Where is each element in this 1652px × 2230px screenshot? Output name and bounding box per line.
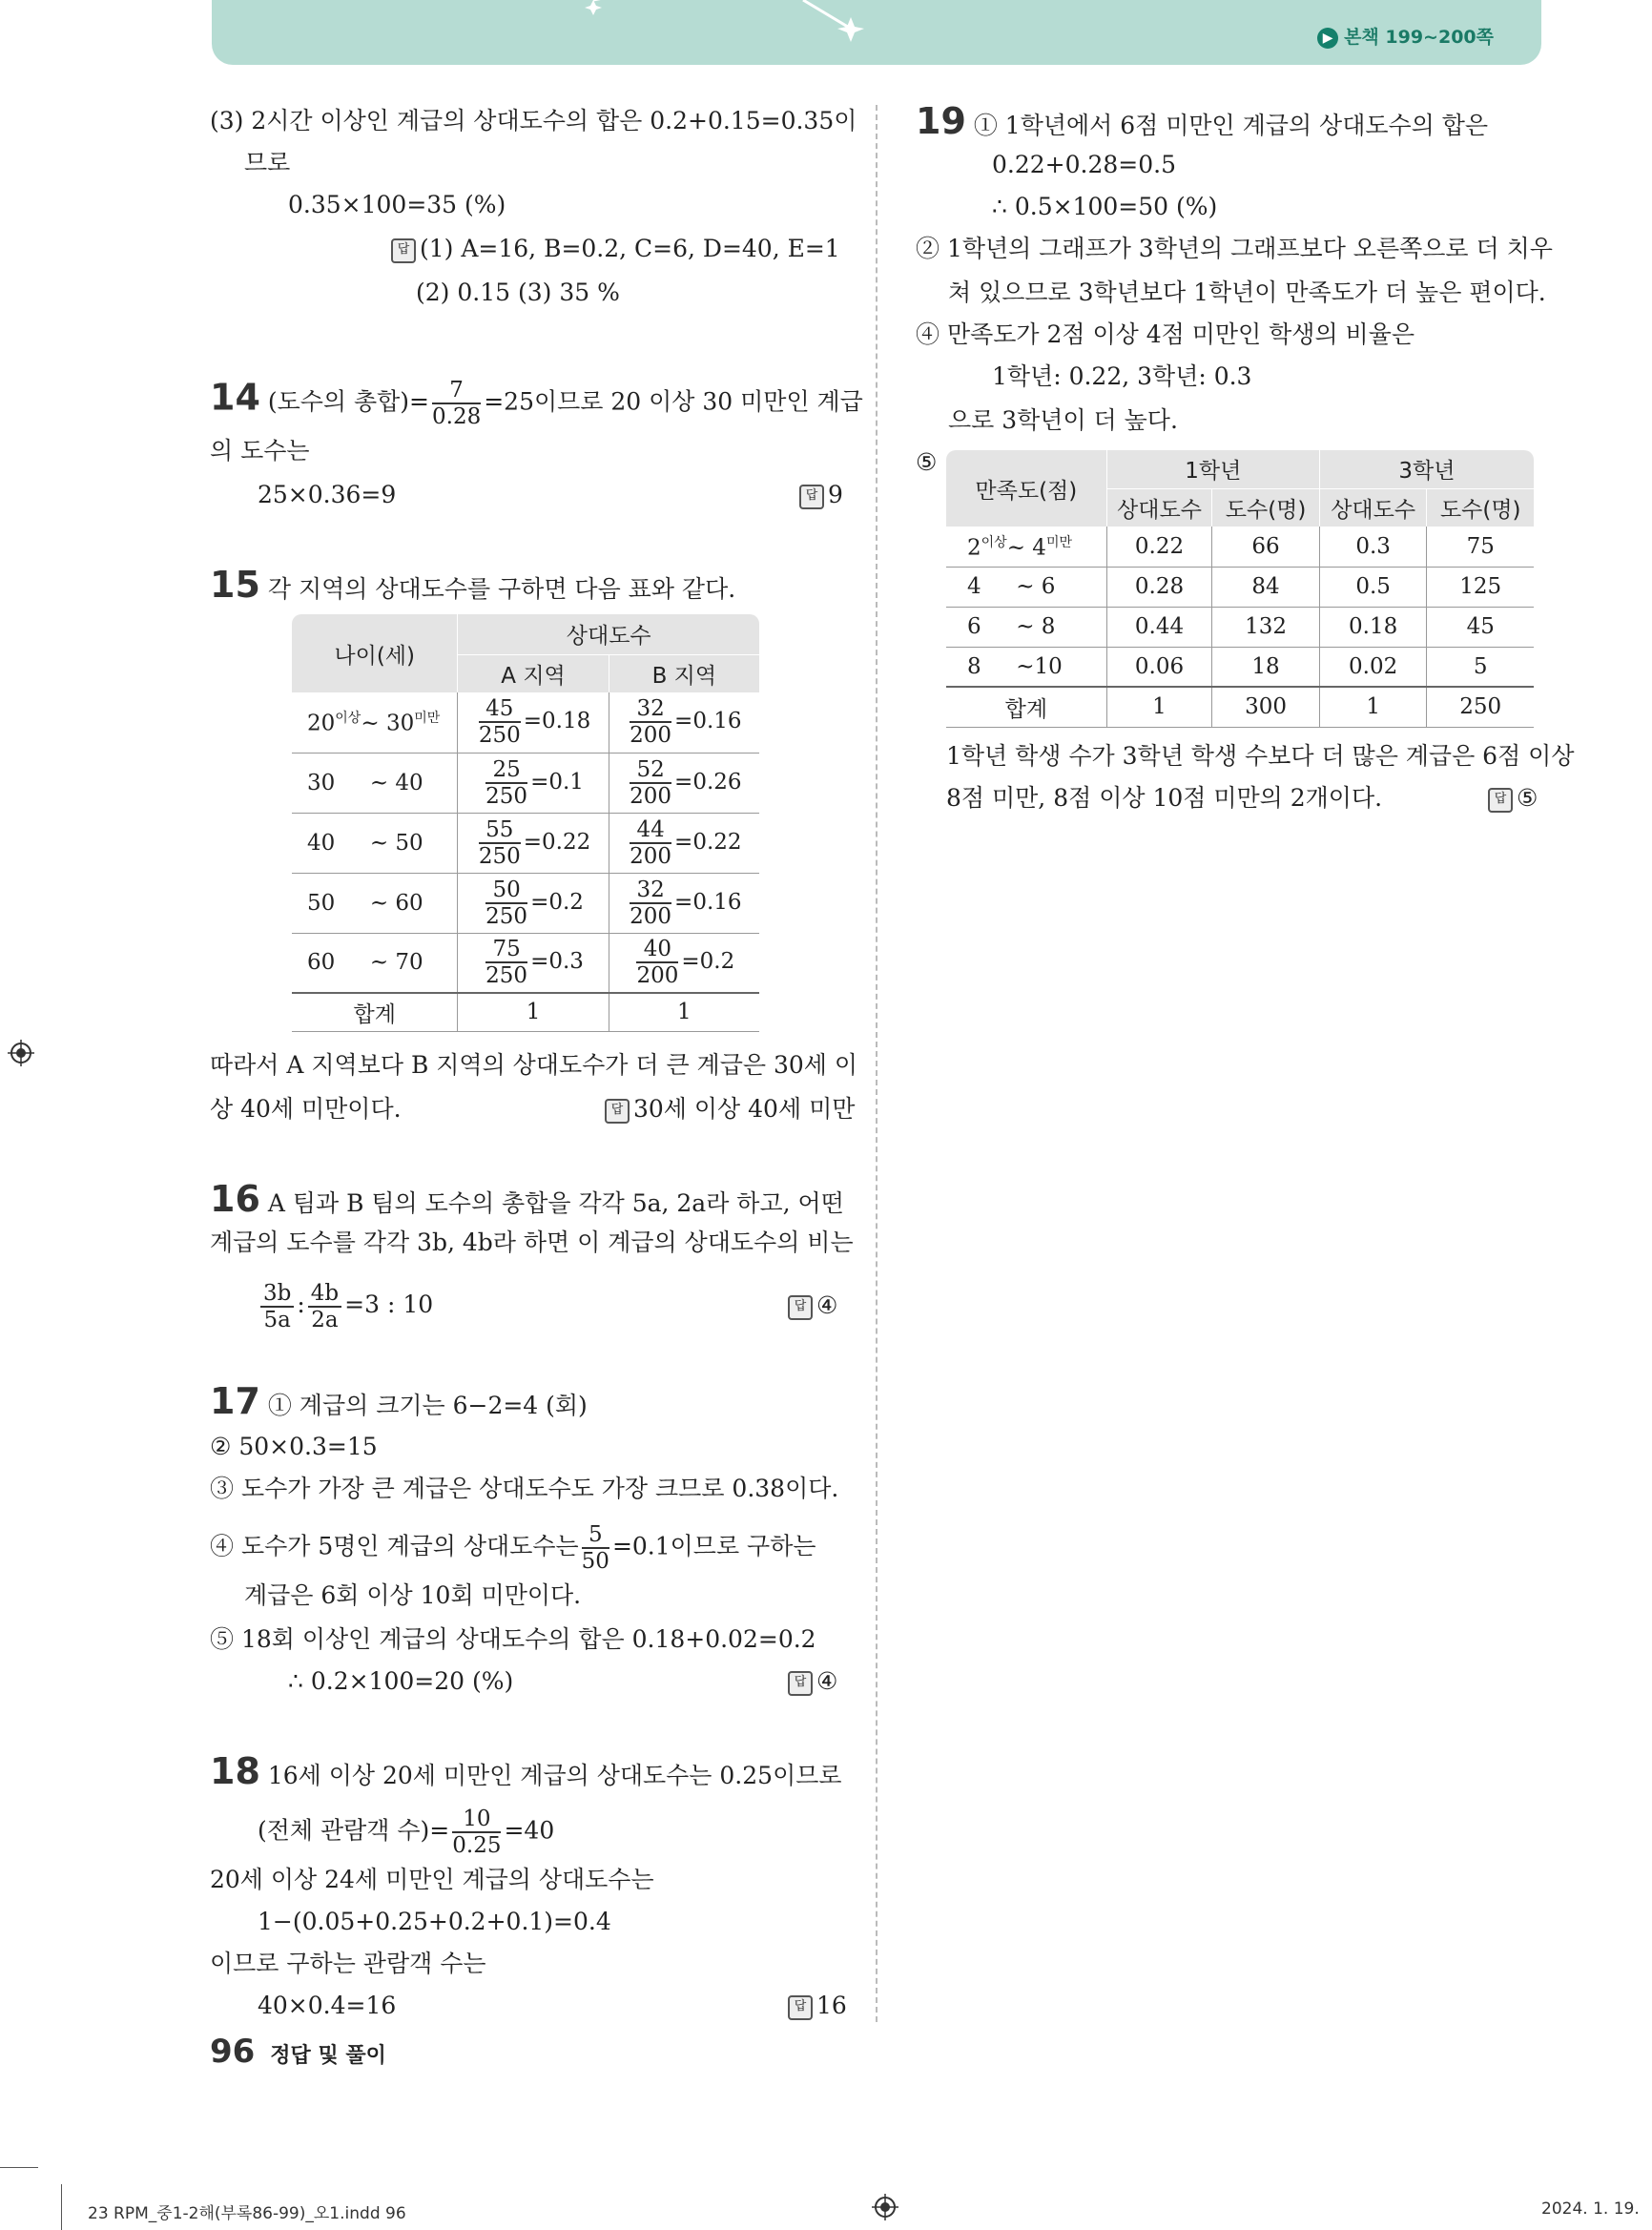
range-hi: 8 (1041, 614, 1056, 639)
q15-age-cell: 40 ~ 50 (292, 813, 458, 873)
q15-b-cell (609, 813, 759, 873)
frac-den: 250 (478, 723, 521, 749)
frac-num: 25 (485, 757, 527, 784)
answer-icon: 답 (391, 238, 416, 263)
q19-total-c3: 250 (1459, 694, 1502, 720)
q19-total-r3: 1 (1319, 687, 1427, 727)
sup-hi: 미만 (414, 711, 441, 727)
q15-intro: 각 지역의 상대도수를 구하면 다음 표와 같다. (267, 575, 736, 603)
q19-header-rel-3: 상대도수 (1319, 488, 1427, 527)
q18-line-4: 1−(0.05+0.25+0.2+0.1)=0.4 (258, 1908, 611, 1935)
table-row (292, 873, 759, 933)
q13-line-1: (3) 2시간 이상인 계급의 상대도수의 합은 0.2+0.15=0.35이 (210, 107, 857, 134)
table-row (292, 753, 759, 813)
fraction (582, 1522, 609, 1574)
frac-num: 50 (485, 878, 527, 904)
frac-den: 250 (485, 783, 528, 809)
fraction (485, 937, 527, 988)
table-row (946, 567, 1534, 607)
q19-table (946, 450, 1534, 728)
q19-total-r1: 1 (1106, 687, 1212, 727)
arrow-right-icon: ▶ (1317, 28, 1338, 49)
q19-header-cnt-3: 도수(명) (1427, 488, 1534, 527)
range-hi: 10 (1034, 653, 1063, 679)
age-lo: 40 (307, 830, 336, 856)
frac-den: 200 (636, 963, 679, 989)
value: =0.26 (674, 769, 742, 795)
q19-line-7: 1학년: 0.22, 3학년: 0.3 (992, 362, 1252, 390)
q19-rel3-cell: 0.18 (1319, 607, 1427, 647)
table-row (292, 692, 759, 753)
q19-line-2: 0.22+0.28=0.5 (992, 151, 1176, 178)
q17-line-1 (210, 1380, 588, 1422)
q13-answer-2: (2) 0.15 (3) 35 % (416, 279, 620, 306)
frac-den: 50 (581, 1549, 609, 1574)
q15-answer (605, 1093, 855, 1125)
value: =0.16 (674, 709, 742, 734)
value: =0.22 (523, 829, 591, 855)
q15-total-a: 1 (458, 993, 609, 1031)
q15-conclusion-1: 따라서 A 지역보다 B 지역의 상대도수가 더 큰 계급은 30세 이 (210, 1051, 858, 1079)
frac-num: 32 (630, 878, 671, 904)
q14-pre: (도수의 총합)= (267, 387, 429, 416)
age-lo: 60 (307, 950, 336, 976)
q18-line-1 (210, 1750, 842, 1792)
footer-file-info: 23 RPM_중1-2해(부록86-99)_오1.indd 96 (88, 2204, 406, 2223)
q19-cnt1-cell: 66 (1212, 527, 1320, 567)
q15-header-age: 나이(세) (292, 614, 458, 692)
value: =0.2 (530, 889, 584, 915)
header-band (212, 0, 1541, 65)
q19-cnt1-cell: 132 (1212, 607, 1320, 647)
fraction (630, 696, 671, 748)
q15-a-cell (458, 933, 609, 993)
q15-conclusion-2: 상 40세 미만이다. (210, 1095, 402, 1123)
age-lo: 20 (307, 712, 336, 737)
q18-line-5: 이므로 구하는 관람객 수는 (210, 1950, 486, 1977)
age-hi: 30 (385, 712, 415, 737)
q15-age-cell: 50 ~ 60 (292, 873, 458, 933)
q18-text-1: 16세 이상 20세 미만인 계급의 상대도수는 0.25이므로 (267, 1762, 842, 1789)
crop-mark (0, 2167, 38, 2168)
q19-conclusion-1: 1학년 학생 수가 3학년 학생 수보다 더 많은 계급은 6점 이상 (946, 742, 1575, 770)
q17-number: 17 (210, 1380, 260, 1422)
q19-line-3: ∴ 0.5×100=50 (%) (992, 193, 1218, 220)
q19-range-cell: 6 ~ 8 (946, 607, 1106, 647)
frac-num: 32 (630, 696, 671, 723)
crop-mark (61, 2184, 62, 2230)
frac-num: 44 (630, 817, 671, 844)
fraction (485, 878, 527, 929)
range-lo: 6 (967, 614, 981, 639)
q13-line-2: 므로 (244, 149, 291, 176)
q15-b-cell (609, 753, 759, 813)
frac-den: 250 (478, 843, 521, 869)
q19-cnt3-cell: 125 (1427, 567, 1534, 607)
q15-a-cell (458, 813, 609, 873)
frac-num: 4b (308, 1281, 341, 1308)
q17-line-4 (210, 1522, 816, 1574)
q14-answer (799, 479, 843, 511)
column-divider (876, 105, 878, 2022)
q19-line-1 (916, 100, 1489, 142)
q17-line-7: ∴ 0.2×100=20 (%) (288, 1667, 514, 1695)
q15-a-cell (458, 873, 609, 933)
table-row (946, 527, 1534, 567)
age-hi: 50 (395, 830, 423, 856)
q15-header-a: A 지역 (458, 654, 609, 692)
q14-post: =25이므로 20 이상 30 미만인 계급 (484, 387, 863, 416)
frac-den: 250 (485, 963, 528, 989)
range-lo: 2 (967, 535, 981, 561)
age-hi: 70 (395, 950, 423, 976)
q18-l2-pre: (전체 관람객 수)= (258, 1816, 450, 1845)
q18-number: 18 (210, 1750, 260, 1792)
frac-num: 40 (636, 937, 678, 963)
q18-line-2 (258, 1807, 554, 1858)
q19-answer (1488, 782, 1538, 815)
fraction (452, 1807, 501, 1858)
q14-line-3: 25×0.36=9 (258, 481, 397, 508)
footer-date: 2024. 1. 19. (1541, 2199, 1640, 2219)
fraction (308, 1281, 341, 1332)
q18-answer (788, 1990, 847, 2022)
range-lo: 8 (967, 653, 981, 679)
q19-header-cnt-1: 도수(명) (1212, 488, 1320, 527)
fraction (485, 757, 527, 809)
q19-cnt3-cell: 45 (1427, 607, 1534, 647)
age-hi: 40 (395, 770, 423, 795)
range-lo: 4 (967, 574, 981, 599)
answer-icon: 답 (788, 1295, 813, 1320)
q19-header-year1: 1학년 (1106, 450, 1319, 488)
q19-rel3-cell: 0.5 (1319, 567, 1427, 607)
q16-ratio (258, 1278, 433, 1332)
q15-answer-text: 30세 이상 40세 미만 (633, 1095, 856, 1123)
value: =0.1 (530, 769, 584, 795)
q14-line-1 (210, 378, 863, 429)
fraction (630, 757, 671, 809)
frac-num: 55 (479, 817, 521, 844)
q16-line-1 (210, 1178, 844, 1220)
frac-den: 0.25 (452, 1833, 502, 1858)
frac-num: 5 (582, 1522, 609, 1549)
frac-den: 200 (630, 903, 672, 929)
q19-answer-text: ⑤ (1517, 784, 1538, 812)
q13-answer-1 (391, 233, 840, 265)
range-hi: 6 (1041, 574, 1056, 599)
q13-answer-text-1: (1) A=16, B=0.2, C=6, D=40, E=1 (420, 235, 840, 262)
q15-age-cell: 30 ~ 40 (292, 753, 458, 813)
q19-line-5: 쳐 있으므로 3학년보다 1학년이 만족도가 더 높은 편이다. (948, 279, 1546, 306)
fraction (479, 696, 521, 748)
q15-b-cell (609, 873, 759, 933)
q19-line-9: ⑤ (916, 448, 938, 476)
frac-num: 10 (452, 1807, 501, 1833)
q15-a-cell (458, 753, 609, 813)
q17-line-2: ② 50×0.3=15 (210, 1433, 378, 1460)
page-number (210, 2035, 386, 2073)
q15-table (292, 614, 759, 1032)
answer-icon: 답 (788, 1671, 813, 1696)
answer-icon: 답 (799, 485, 824, 509)
value: =0.2 (681, 949, 735, 975)
q15-age-cell: $20^{이상}\sim$ $30^{미만}$ (292, 692, 458, 753)
q19-rel3-cell: 0.02 (1319, 647, 1427, 687)
fraction (479, 817, 521, 869)
q15-total-b: 1 (677, 1000, 692, 1025)
q14-answer-text: 9 (828, 481, 843, 508)
frac-den: 250 (485, 903, 528, 929)
q17-l4-pre: ④ 도수가 5명인 계급의 상대도수는 (210, 1532, 579, 1560)
q19-line-4: ② 1학년의 그래프가 3학년의 그래프보다 오른쪽으로 더 치우 (916, 235, 1553, 262)
answer-icon: 답 (1488, 788, 1513, 813)
fraction (260, 1281, 294, 1332)
page-number-value: 96 (210, 2033, 256, 2071)
table-total-row (946, 687, 1534, 727)
q15-b-cell (609, 692, 759, 753)
q19-total-label: 합계 (946, 687, 1106, 727)
q17-line-3: ③ 도수가 가장 큰 계급은 상대도수도 가장 크므로 0.38이다. (210, 1475, 839, 1502)
q16-line-2: 계급의 도수를 각각 3b, 4b라 하면 이 계급의 상대도수의 비는 (210, 1229, 854, 1256)
ratio-result: =3 : 10 (344, 1291, 434, 1318)
q15-header-relative: 상대도수 (458, 614, 759, 654)
frac-num: 45 (479, 696, 521, 723)
q18-answer-text: 16 (816, 1992, 847, 2019)
q17-l4-post: =0.1이므로 구하는 (611, 1532, 816, 1560)
q19-header-rel-1: 상대도수 (1106, 488, 1212, 527)
q19-cnt1-cell: 18 (1212, 647, 1320, 687)
q19-total-c1: 300 (1212, 687, 1320, 727)
age-hi: 60 (395, 890, 423, 916)
sup-lo: 이상 (335, 711, 361, 727)
star-decoration (403, 0, 898, 57)
registration-mark-icon (872, 2194, 898, 2226)
q16-answer (788, 1290, 837, 1322)
q14-frac-den: 0.28 (432, 404, 482, 429)
q19-rel1-cell: 0.22 (1106, 527, 1212, 567)
q19-conclusion-2: 8점 미만, 8점 이상 10점 미만의 2개이다. (946, 784, 1383, 812)
frac-num: 3b (260, 1281, 294, 1308)
q18-line-3: 20세 이상 24세 미만인 계급의 상대도수는 (210, 1866, 654, 1893)
page-reference-tag (1317, 23, 1494, 49)
q19-rel3-cell: 0.3 (1319, 527, 1427, 567)
q19-rel1-cell: 0.44 (1106, 607, 1212, 647)
table-total-row (292, 993, 759, 1031)
q19-cnt1-cell: 84 (1212, 567, 1320, 607)
q16-answer-text: ④ (816, 1291, 838, 1319)
q19-text-1: ① 1학년에서 6점 미만인 계급의 상대도수의 합은 (973, 112, 1489, 139)
value: =0.18 (523, 709, 591, 734)
age-lo: 50 (307, 890, 336, 916)
q13-line-3: 0.35×100=35 (%) (288, 191, 506, 218)
q15-a-cell (458, 692, 609, 753)
q14-number: 14 (210, 376, 260, 419)
frac-den: 200 (630, 843, 672, 869)
q17-line-6: ⑤ 18회 이상인 계급의 상대도수의 합은 0.18+0.02=0.2 (210, 1625, 816, 1653)
q17-text-1: ① 계급의 크기는 6−2=4 (회) (267, 1392, 588, 1419)
q19-rel1-cell: 0.06 (1106, 647, 1212, 687)
ratio-colon: : (297, 1291, 305, 1318)
page-label: 정답 및 풀이 (270, 2044, 386, 2068)
frac-den: 5a (263, 1307, 291, 1332)
q15-b-cell (609, 933, 759, 993)
q14-fraction (432, 378, 481, 429)
q15-age-cell: 60 ~ 70 (292, 933, 458, 993)
q15-header-b: B 지역 (609, 654, 759, 692)
page-reference-text: 본책 199~200쪽 (1344, 27, 1494, 48)
q19-cnt3-cell: 5 (1427, 647, 1534, 687)
fraction (630, 817, 671, 869)
q14-line-2: 의 도수는 (210, 437, 310, 465)
value: =0.22 (674, 829, 742, 855)
answer-icon: 답 (605, 1099, 630, 1124)
q18-line-6: 40×0.4=16 (258, 1992, 397, 2019)
table-row (292, 933, 759, 993)
q16-text-1: A 팀과 B 팀의 도수의 총합을 각각 5a, 2a라 하고, 어떤 (267, 1189, 844, 1217)
q17-answer (788, 1665, 837, 1698)
q19-range-cell: 4 ~ 6 (946, 567, 1106, 607)
frac-den: 200 (630, 783, 672, 809)
table-row (946, 607, 1534, 647)
sup-lo: 이상 (981, 534, 1007, 550)
age-lo: 30 (307, 770, 336, 795)
q17-line-5: 계급은 6회 이상 10회 미만이다. (244, 1581, 582, 1609)
frac-den: 200 (630, 723, 672, 749)
q19-line-8: 으로 3학년이 더 높다. (948, 406, 1178, 434)
q19-rel1-cell: 0.28 (1106, 567, 1212, 607)
q19-cnt3-cell: 75 (1427, 527, 1534, 567)
registration-mark-icon (8, 1040, 34, 1072)
value: =0.16 (674, 889, 742, 915)
value: =0.3 (530, 949, 584, 975)
range-hi: 4 (1032, 535, 1046, 561)
q19-number: 19 (916, 100, 966, 142)
q19-header-year3: 3학년 (1319, 450, 1534, 488)
q19-range-cell: 8 ~10 (946, 647, 1106, 687)
table-row (292, 813, 759, 873)
table-row (946, 647, 1534, 687)
fraction (636, 937, 678, 988)
q15-total-label: 합계 (292, 993, 458, 1031)
frac-den: 2a (311, 1307, 339, 1332)
q18-l2-post: =40 (504, 1816, 555, 1845)
sup-hi: 미만 (1045, 534, 1072, 550)
fraction (630, 878, 671, 929)
answer-icon: 답 (788, 1995, 813, 2020)
frac-num: 52 (630, 757, 671, 784)
frac-num: 75 (485, 937, 527, 963)
q19-line-6: ④ 만족도가 2점 이상 4점 미만인 학생의 비율은 (916, 320, 1415, 348)
q19-header-satisfaction: 만족도(점) (946, 450, 1106, 527)
q14-frac-num: 7 (432, 378, 481, 404)
q17-answer-text: ④ (816, 1667, 838, 1695)
q19-range-cell: $2^{이상}\sim$ $4^{미만}$ (946, 527, 1106, 567)
q16-number: 16 (210, 1178, 260, 1220)
q15-line-1 (210, 564, 736, 606)
q15-number: 15 (210, 564, 260, 606)
